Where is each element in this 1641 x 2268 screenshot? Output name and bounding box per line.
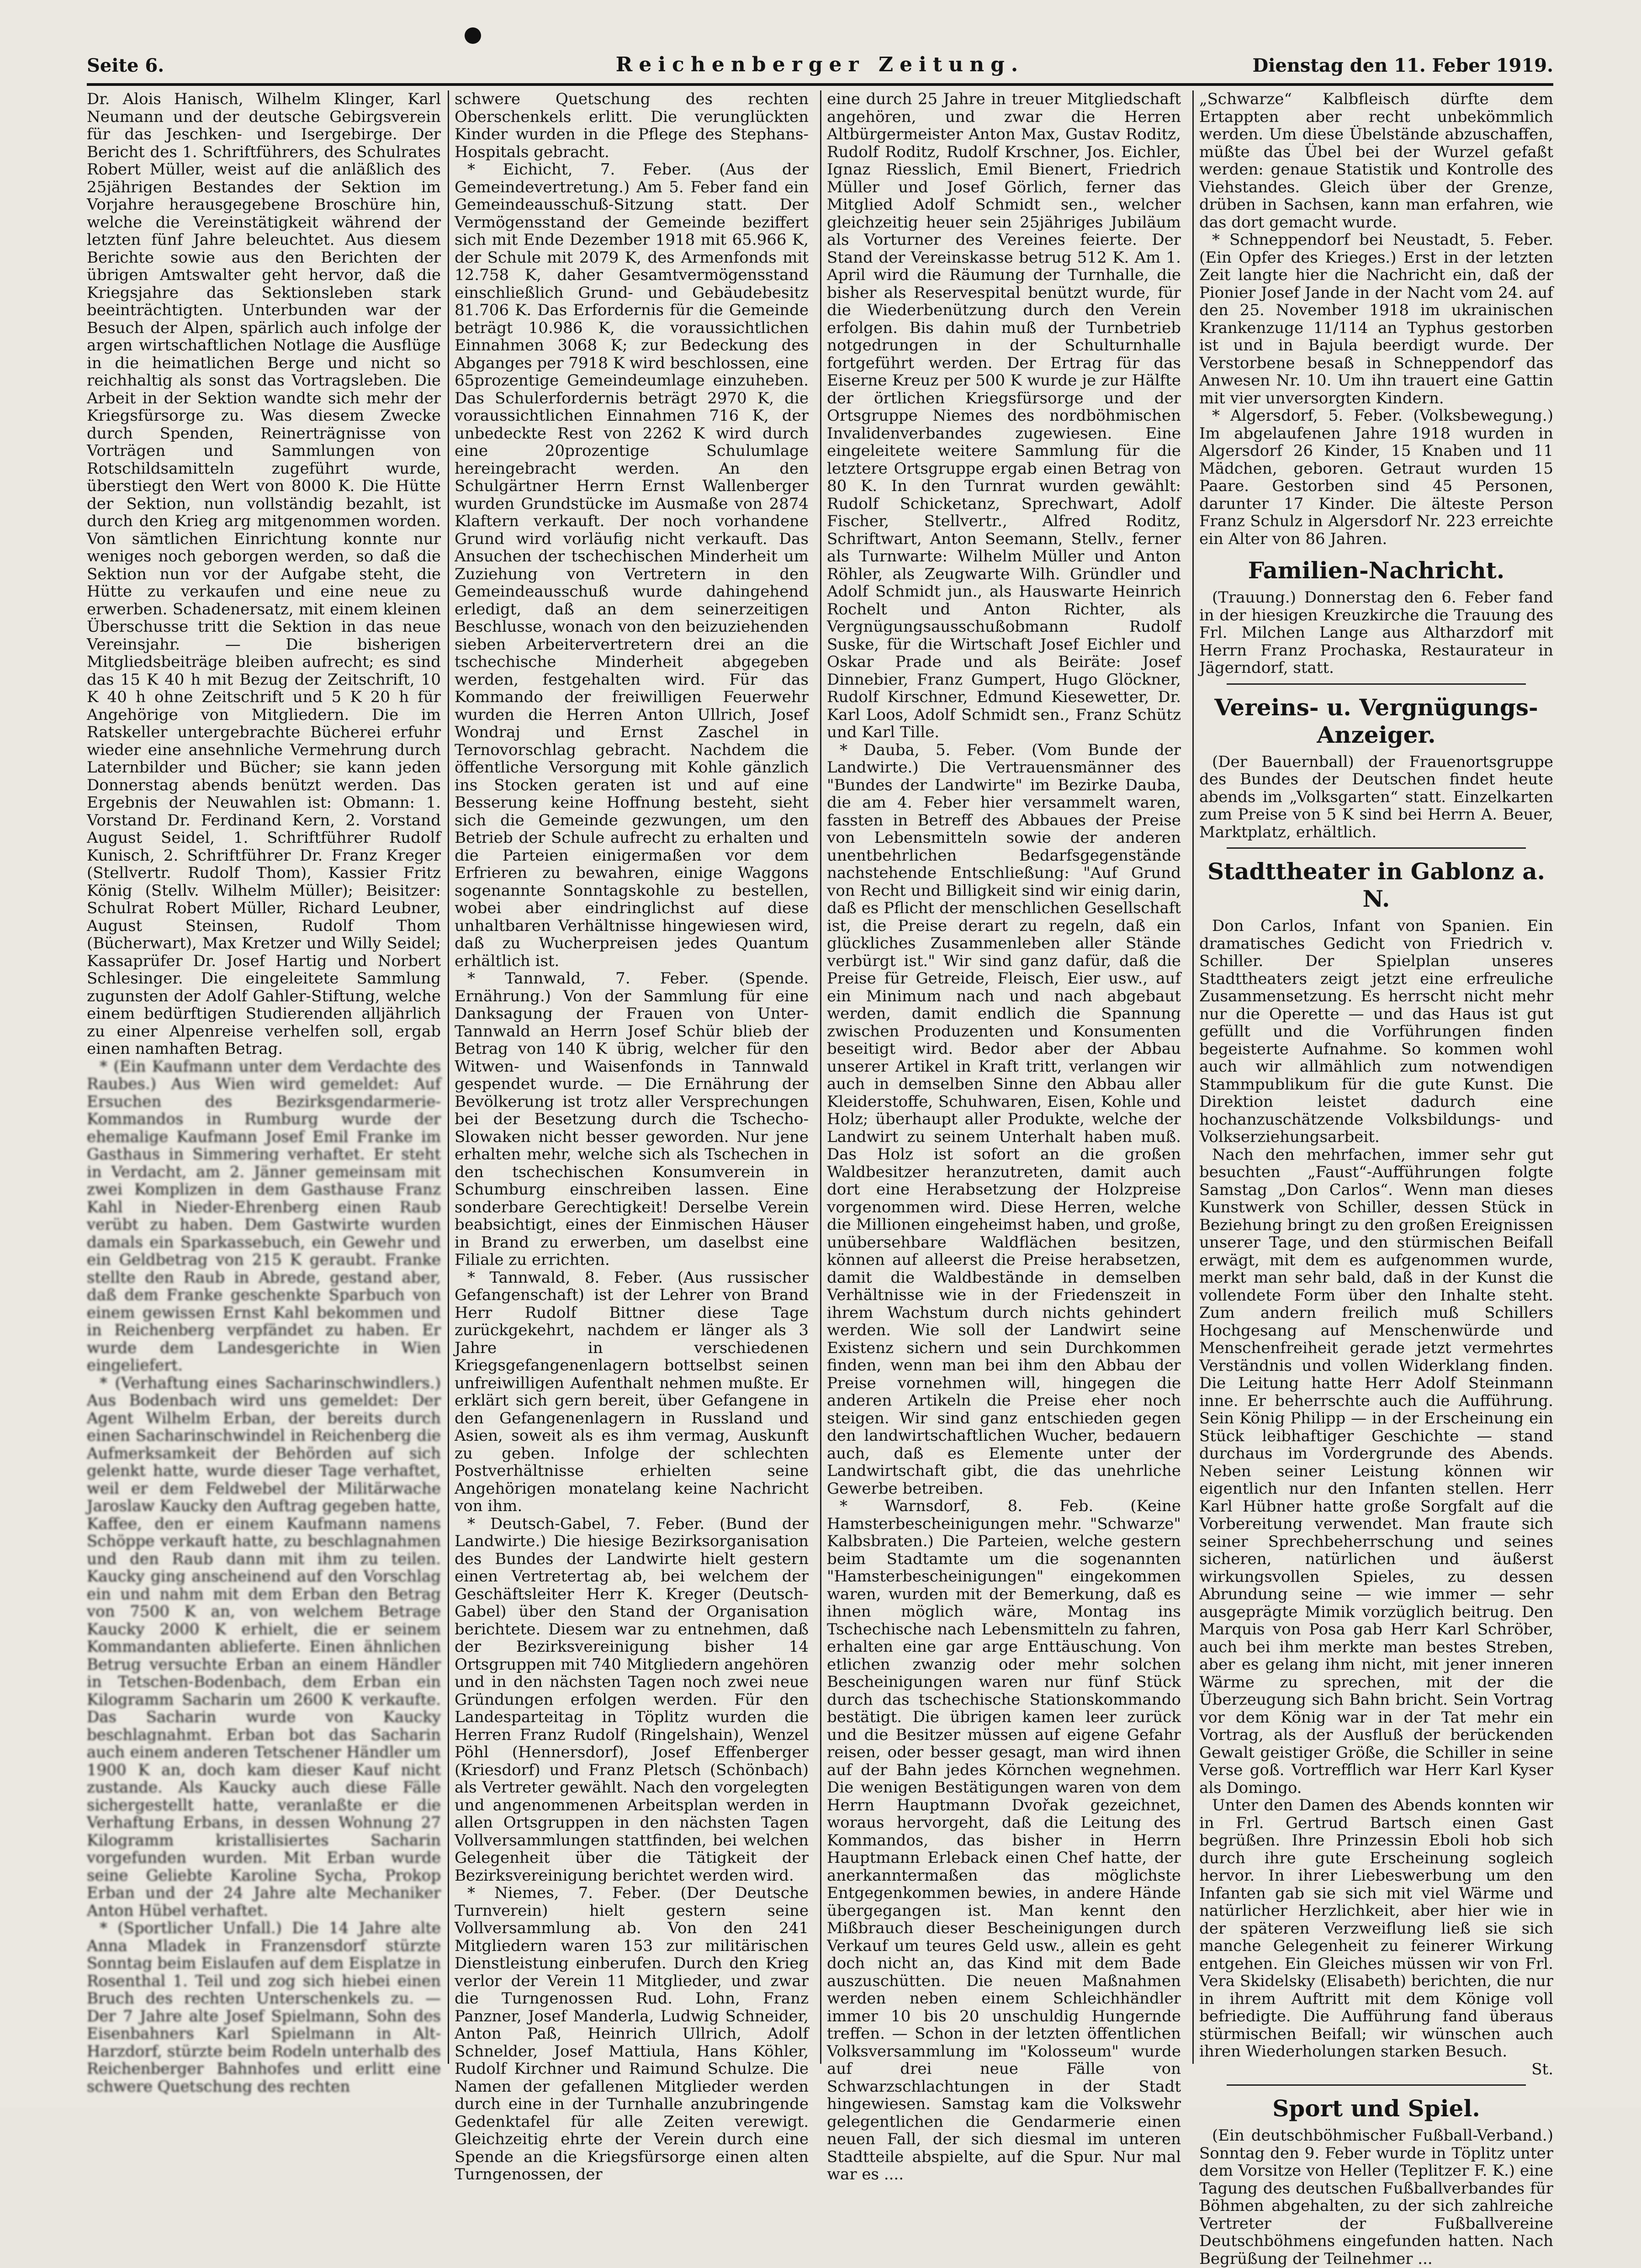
article-paragraph: (Ein deutschböhmischer Fußball-Verband.) Sonntag den 9. Feber wurde in Töplitz unter dem Vorsitze von Heller (Teplitzer F. K.) eine Tagung des deutschen Fußballverbandes für Böhmen abgehalten, zu der sich zahlreiche Vertreter der Fußballvereine Deutschböhmens eingefunden hatten. Nach Begrüßung der Teilnehmer ... — [1199, 2126, 1553, 2268]
page-header — [87, 51, 1553, 80]
section-rule — [1227, 683, 1526, 685]
column-divider — [820, 90, 821, 2064]
column-divider — [448, 90, 449, 2064]
newspaper-title: Reichenberger Zeitung. — [615, 53, 1025, 76]
article-paragraph: Unter den Damen des Abends konnten wir in Frl. Gertrud Bartsch einen Gast begrüßen. Ihre Prinzessin Eboli hob sich durch ihre gute Erscheinung sogleich hervor. In ihrer Liebeswerbung um den Infanten gab sie sich mit viel Wärme und natürlicher Herzlichkeit, aber hier wie in der späteren Verzweiflung ließ sie sich manche Gelegenheit zu feinerer Wirkung entgehen. Ein Gleiches müssen wir von Frl. Vera Skidelsky (Elisabeth) berichten, die nur in ihrem Auftritt mit dem Könige voll befriedigte. Die Aufführung fand überaus stürmischen Beifall; wir wünschen auch ihren Wiederholungen starken Besuch. — [1199, 1796, 1553, 2061]
section-heading: Stadttheater in Gablonz a. N. — [1207, 858, 1546, 912]
article-paragraph: (Trauung.) Donnerstag den 6. Feber fand in der hiesigen Kreuzkirche die Trauung des Frl. Milchen Lange aus Altharzdorf mit Herrn Franz Prochaska, Restaurateur in Jägerndorf, statt. — [1199, 588, 1553, 677]
article-paragraph: Dr. Alois Hanisch, Wilhelm Klinger, Karl Neumann und der deutsche Gebirgsverein für das Jeschken- und Isergebirge. Der Bericht des 1. Schriftführers, des Schulrates Robert Müller, weist auf die anläßlich des 25jährigen Bestandes der Sektion im Vorjahre herausgegebene Broschüre hin, welche die Vereinstätigkeit während der letzten fünf Jahre beleuchtet. Aus diesem Berichte sowie aus den Berichten der übrigen Amtswalter geht hervor, daß die Kriegsjahre das Sektionsleben stark beeinträchtigten. Unterbunden war der Besuch der Alpen, spärlich auch infolge der argen wirtschaftlichen Notlage die Ausflüge in die heimatlichen Berge und nicht so reichhaltig als sonst das Vortragsleben. Die Arbeit in der Sektion wandte sich mehr der Kriegsfürsorge zu. Was diesem Zwecke durch Spenden, Reinerträgnisse von Vorträgen und Sammlungen von Rotschildsamitteln zugeführt wurde, überstiegt den Wert von 8000 K. Die Hütte der Sektion, nun vollständig bezahlt, ist durch den Krieg arg mitgenommen worden. Von sämtlichen Einrichtung konnte nur weniges noch geborgen werden, so daß die Sektion nun vor der Aufgabe steht, die Hütte zu verkaufen und eine neue zu erwerben. Schadenersatz, mit einem kleinen Überschusse tritt die Sektion in das neue Vereinsjahr. — Die bisherigen Mitgliedsbeiträge bleiben aufrecht; es sind das 15 K 40 h mit Bezug der Zeitschrift, 10 K 40 h ohne Zeitschrift und 5 K 20 h für Angehörige von Mitgliedern. Die im Ratskeller untergebrachte Bücherei erfuhr wieder eine ansehnliche Vermehrung durch Laternbilder und Bücher; sie kann jeden Donnerstag abends benützt werden. Das Ergebnis der Neuwahlen ist: Obmann: 1. Vorstand Dr. Ferdinand Kern, 2. Vorstand August Seidel, 1. Schriftführer Rudolf Kunisch, 2. Schriftführer Dr. Franz Kreger (Stellvertr. Rudolf Thom), Kassier Fritz König (Stellv. Wilhelm Müller); Beisitzer: Schulrat Robert Müller, Richard Leubner, August Steinsen, Rudolf Thom (Bücherwart), Max Kretzer und Willy Seidel; Kassaprüfer Dr. Josef Hartig und Norbert Schlesinger. Die eingeleitete Sammlung zugunsten der Adolf Gahler-Stiftung, welche einem bedürftigen Studierenden alljährlich zu einer Alpenreise verhelfen soll, ergab einen namhaften Betrag. — [87, 90, 441, 1058]
article-paragraph: * Niemes, 7. Feber. (Der Deutsche Turnverein) hielt gestern seine Vollversammlung ab. Von den 241 Mitgliedern waren 153 zur militärischen Dienstleistung einberufen. Durch den Krieg verlor der Verein 11 Mitglieder, und zwar die Turngenossen Rud. Lohn, Franz Panzner, Josef Manderla, Ludwig Schneider, Anton Paß, Heinrich Ullrich, Adolf Schnelder, Josef Mattiula, Hans Köhler, Rudolf Kirchner und Raimund Schulze. Die Namen der gefallenen Mitglieder werden durch eine in der Turnhalle anzubringende Gedenktafel für alle Zeiten verewigt. Gleichzeitig ehrte der Verein durch eine Spende an die Kriegsfürsorge einen alten Turngenossen, der — [455, 1884, 809, 2183]
ink-speck — [465, 27, 481, 44]
article-paragraph: * Warnsdorf, 8. Feb. (Keine Hamsterbescheinigungen mehr. "Schwarze" Kalbsbraten.) Die Parteien, welche gestern beim Stadtamte um die sogenannten "Hamsterbescheinigungen" eingekommen waren, wurden mit der Bemerkung, daß es ihnen möglich wäre, Montag ins Tschechische nach Lebensmitteln zu fahren, erhalten eine gar arge Enttäuschung. Von etlichen zwanzig oder mehr solchen Bescheinigungen waren nur fünf Stück durch das tschechische Stationskommando bestätigt. Die übrigen kamen leer zurück und die Besitzer müssen auf eigene Gefahr reisen, oder besser gesagt, man wird ihnen auf der Bahn jedes Körnchen wegnehmen. Die wenigen Bestätigungen waren von dem Herrn Hauptmann Dvořak gezeichnet, woraus hervorgeht, daß die Leitung des Kommandos, das bisher in Herrn Hauptmann Erleback einen Chef hatte, der anerkanntermaßen das möglichste Entgegenkommen bewies, in andere Hände übergegangen ist. Man kennt den Mißbrauch dieser Bescheinigungen durch Verkauf um teures Geld usw., allein es geht doch nicht an, das Kind mit dem Bade auszuschütten. Die neuen Maßnahmen werden neben einem Schleichhändler immer 10 bis 20 unschuldig Hungernde treffen. — Schon in der letzten öffentlichen Volksversammlung im "Kolosseum" wurde auf drei neue Fälle von Schwarzschlachtungen in der Stadt hingewiesen. Samstag kam die Volkswehr gelegentlichen die Gendarmerie einen neuen Fall, der sich diesmal im unteren Stadtteile abspielte, auf die Spur. Nur mal war es .... — [827, 1497, 1181, 2183]
column-1 — [87, 90, 441, 2096]
article-paragraph: * (Sportlicher Unfall.) Die 14 Jahre alte Anna Mladek in Franzensdorf stürzte Sonntag beim Eislaufen auf dem Eisplatze in Rosenthal 1. Teil und zog sich hiebei einen Bruch des rechten Unterschenkels zu. — Der 7 Jahre alte Josef Spielmann, Sohn des Eisenbahners Karl Spielmann in Alt-Harzdorf, stürzte beim Rodeln unterhalb des Reichenberger Bahnhofes und erlitt eine schwere Quetschung des rechten — [87, 1919, 441, 2096]
section-heading: Sport und Spiel. — [1272, 2095, 1480, 2122]
header-rule — [87, 83, 1553, 86]
section-heading: Vereins- u. Vergnügungs-Anzeiger. — [1214, 693, 1538, 748]
article-paragraph: „Schwarze“ Kalbfleisch dürfte dem Ertappten aber recht unbekömmlich werden. Um diese Übelstände abzuschaffen, müßte das Übel bei der Wurzel gefaßt werden: genaue Statistik und Kontrolle des Viehstandes. Gleich über der Grenze, drüben in Sachsen, kann man erfahren, wie das dort gemacht wurde. — [1199, 90, 1553, 232]
column-2 — [455, 90, 809, 2183]
article-paragraph: * Schneppendorf bei Neustadt, 5. Feber. (Ein Opfer des Krieges.) Erst in der letzten Zeit langte hier die Nachricht ein, daß der Pionier Josef Jande in der Nacht vom 24. auf den 25. November 1918 im ukrainischen Krankenzuge 11/114 an Typhus gestorben ist und in Bajula beerdigt wurde. Der Verstorbene besaß in Schneppendorf das Anwesen Nr. 10. Um ihn trauert eine Gattin mit vier unversorgten Kindern. — [1199, 231, 1553, 407]
section-heading: Familien-Nachricht. — [1248, 557, 1505, 584]
author-signature: St. — [1531, 2060, 1553, 2078]
article-paragraph: * Dauba, 5. Feber. (Vom Bunde der Landwirte.) Die Vertrauensmänner des "Bundes der Landwirte" im Bezirke Dauba, die am 4. Feber hier versammelt waren, fassten in Betreff des Abbaues der Preise von Lebensmitteln sowie der anderen unentbehrlichen Bedarfsgegenstände nachstehende Entschließung: "Auf Grund von Recht und Billigkeit sind wir einig darin, daß es Pflicht der menschlichen Gesellschaft ist, die Preise derart zu regeln, daß ein glückliches Zusammenleben aller Stände verbürgt ist." Wir sind ganz dafür, daß die Preise für Getreide, Fleisch, Eier usw., auf ein Minimum nach und nach abgebaut werden, damit endlich die Spannung zwischen Produzenten und Konsumenten beseitigt wird. Bedor aber der Abbau unserer Artikel in Kraft tritt, verlangen wir auch in demselben Sinne den Abbau aller Kleiderstoffe, Schuhwaren, Eisen, Kohle und Holz; überhaupt aller Produkte, welche der Landwirt zu seinem Unterhalt haben muß. Das Holz ist sofort an die großen Waldbesitzer heranzutreten, damit auch dort eine Herabsetzung der Holzpreise vorgenommen wird. Diese Herren, welche die Millionen eingeheimst haben, und große, unübersehbare Waldflächen besitzen, können auf alleerst die Preise herabsetzen, damit die Waldbestände in demselben Verhältnisse wie in der Friedenszeit in ihrem Wachstum durch nichts gehindert werden. Wie soll der Landwirt seine Existenz sichern und sein Durchkommen finden, wenn man bei ihm den Abbau der Preise vornehmen will, hingegen die anderen Artikeln die Preise eher noch steigen. Wir sind ganz entschieden gegen den landwirtschaftlichen Wucher, bedauern auch, daß es Elemente unter der Landwirtschaft gibt, die das unehrliche Gewerbe betreiben. — [827, 740, 1181, 1498]
page-number: Seite 6. — [87, 55, 164, 76]
column-4 — [1199, 90, 1553, 2268]
article-paragraph: * (Verhaftung eines Sacharinschwindlers.) Aus Bodenbach wird uns gemeldet: Der Agent Wilhelm Erban, der bereits durch einen Sacharinschwindel in Reichenberg die Aufmerksamkeit der Behörden auf sich gelenkt hatte, wurde dieser Tage verhaftet, weil er dem Feldwebel der Militärwache Jaroslaw Kaucky den Auftrag gegeben hatte, Kaffee, den er einem Kaufmann namens Schöppe verkauft hatte, zu beschlagnahmen und den Raub dann mit ihm zu teilen. Kaucky ging anscheinend auf den Vorschlag ein und nahm mit dem Erban den Betrag von 7500 K an, von welchem Betrage Kaucky 2000 K erhielt, die er seinem Kommandanten ablieferte. Einen ähnlichen Betrug versuchte Erban an einem Händler in Tetschen-Bodenbach, dem Erban ein Kilogramm Sacharin um 2600 K verkaufte. Das Sacharin wurde von Kaucky beschlagnahmt. Erban bot das Sacharin auch einem anderen Tetschener Händler um 1900 K an, doch kam dieser Kauf nicht zustande. Als Kaucky auch diese Fälle sichergestellt hatte, veranlaßte er die Verhaftung Erbans, in dessen Wohnung 27 Kilogramm kristallisiertes Sacharin vorgefunden wurden. Mit Erban wurde seine Geliebte Karoline Sycha, Prokop Erban und der 24 Jahre alte Mechaniker Anton Hübel verhaftet. — [87, 1374, 441, 1920]
article-paragraph: * (Ein Kaufmann unter dem Verdachte des Raubes.) Aus Wien wird gemeldet: Auf Ersuchen des Bezirksgendarmerie-Kommandos in Rumburg wurde der ehemalige Kaufmann Josef Emil Franke im Gasthaus in Simmering verhaftet. Er steht in Verdacht, am 2. Jänner gemeinsam mit zwei Komplizen in dem Gasthause Franz Kahl in Nieder-Ehrenberg einen Raub verübt zu haben. Dem Gastwirte wurden damals ein Sparkassebuch, ein Gewehr und ein Geldbetrag von 215 K geraubt. Franke stellte den Raub in Abrede, gestand aber, daß dem Franke geschenkte Sparbuch von einem gewissen Ernst Kahl bekommen und in Reichenberg verpfändet zu haben. Er wurde dem Landesgerichte in Wien eingeliefert. — [87, 1057, 441, 1375]
article-paragraph: Nach den mehrfachen, immer sehr gut besuchten „Faust“-Aufführungen folgte Samstag „Don Carlos“. Wenn man dieses Kunstwerk von Schiller, dessen Stück in Beziehung bringt zu den großen Ereignissen unserer Tage, und den stürmischen Beifall erwägt, mit dem es aufgenommen wurde, merkt man sehr bald, daß in der Kunst die vollendete Form über den Inhalte steht. Zum andern freilich muß Schillers Hochgesang auf Menschenwürde und Menschenfreiheit gerade jetzt vermehrtes Verständnis und vollen Widerklang finden. Die Leitung hatte Herr Adolf Steinmann inne. Er beherrschte auch die Aufführung. Sein König Philipp — in der Erscheinung ein Stück leibhaftiger Geschichte — stand durchaus im Vordergrunde des Abends. Neben seiner Leistung können wir eigentlich nur den Infanten stellen. Herr Karl Hübner hatte große Sorgfalt auf die Vorbereitung verwendet. Man fraute sich seiner Sprechbeherrschung und seines sicheren, natürlichen und äußerst wirkungsvollen Spieles, zu dessen Abrundung seine — wie immer — sehr ausgeprägte Mimik vorzüglich beitrug. Den Marquis von Posa gab Herr Karl Schröber, auch bei ihm merkte man bestes Streben, aber es gelang ihm nicht, mit jener inneren Wärme zu sprechen, mit der die Überzeugung sich Bahn bricht. Sein Vortrag vor dem König war in der Tat mehr ein Vortrag, als der Ausfluß der berückenden Gewalt geistiger Größe, die Schiller in seine Verse goß. Vortrefflich war Herr Karl Kyser als Domingo. — [1199, 1145, 1553, 1797]
column-3 — [827, 90, 1181, 2183]
article-paragraph: * Algersdorf, 5. Feber. (Volksbewegung.) Im abgelaufenen Jahre 1918 wurden in Algersdorf 26 Kinder, 15 Knaben und 11 Mädchen, geboren. Getraut wurden 15 Paare. Gestorben sind 45 Personen, darunter 17 Kinder. Die älteste Person Franz Schulz in Algersdorf Nr. 223 erreichte ein Alter von 86 Jahren. — [1199, 407, 1553, 548]
column-divider — [1192, 90, 1194, 2064]
article-paragraph: * Deutsch-Gabel, 7. Feber. (Bund der Landwirte.) Die hiesige Bezirksorganisation des Bundes der Landwirte hielt gestern einen Vertretertag ab, bei welchem der Geschäftsleiter Herr K. Kreger (Deutsch-Gabel) über den Stand der Organisation berichtete. Diesem war zu entnehmen, daß der Bezirksvereinigung bisher 14 Ortsgruppen mit 740 Mitgliedern angehören und in den nächsten Tagen noch zwei neue Gründungen erfolgen werden. Für den Landesparteitag in Töplitz wurden die Herren Franz Rudolf (Ringelshain), Wenzel Pöhl (Hennersdorf), Josef Effenberger (Kriesdorf) und Franz Pletsch (Schönbach) als Vertreter gewählt. Nach den vorgelegten und angenommenen Arbeitsplan werden in allen Ortsgruppen in den nächsten Tagen Vollversammlungen stattfinden, bei welchen Gelegenheit über die Tätigkeit der Bezirksvereinigung berichtet werden wird. — [455, 1514, 809, 1885]
article-paragraph: Don Carlos, Infant von Spanien. Ein dramatisches Gedicht von Friedrich v. Schiller. Der Spielplan unseres Stadttheaters zeigt jetzt eine erfreuliche Zusammensetzung. Es herrscht nicht mehr nur die Operette — und das Haus ist gut gefüllt und die Vorführungen finden begeisterte Aufnahme. So kommen wohl auch wir allmählich zum notwendigen Stammpublikum für die gute Kunst. Die Direktion leistet dadurch eine hochanzuschätzende Volksbildungs- und Volkserziehungsarbeit. — [1199, 917, 1553, 1146]
article-paragraph: * Tannwald, 7. Feber. (Spende. Ernährung.) Von der Sammlung für eine Danksagung der Frauen von Unter-Tannwald an Herrn Josef Schür blieb der Betrag von 140 K übrig, welcher für den Witwen- und Waisenfonds in Tannwald gespendet wurde. — Die Ernährung der Bevölkerung ist trotz aller Versprechungen bei der Besetzung durch die Tschecho-Slowaken nicht besser geworden. Nur jene erhalten mehr, welche sich als Tschechen in den tschechischen Konsumverein in Schumburg einschreiben lassen. Eine sonderbare Gerechtigkeit! Derselbe Verein beabsichtigt, eines der Einmischen Häuser in Brand zu erwerben, um daselbst eine Filiale zu errichten. — [455, 969, 809, 1269]
section-rule — [1227, 2084, 1526, 2086]
article-paragraph: schwere Quetschung des rechten Oberschenkels erlitt. Die verunglückten Kinder wurden in die Pflege des Stephans-Hospitals gebracht. — [455, 90, 809, 161]
article-paragraph: (Der Bauernball) der Frauenortsgruppe des Bundes der Deutschen findet heute abends im „Volksgarten“ statt. Einzelkarten zum Preise von 5 K sind bei Herrn A. Beuer, Marktplatz, erhältlich. — [1199, 752, 1553, 841]
issue-date: Dienstag den 11. Feber 1919. — [1252, 55, 1553, 76]
article-paragraph: * Eichicht, 7. Feber. (Aus der Gemeindevertretung.) Am 5. Feber fand ein Gemeindeausschuß-Sitzung statt. Der Vermögensstand der Gemeinde beziffert sich mit Ende Dezember 1918 mit 65.966 K, der Schule mit 2079 K, des Armenfonds mit 12.758 K, daher Gesamtvermögensstand einschließlich Grund- und Gebäudebesitz 81.706 K. Das Erfordernis für die Gemeinde beträgt 10.986 K, die voraussichtlichen Einnahmen 3068 K; zur Bedeckung des Abganges per 7918 K wird beschlossen, eine 65prozentige Gemeindeumlage einzuheben. Das Schulerfordernis beträgt 2970 K, die voraussichtlichen Einnahmen 716 K, der unbedeckte Rest von 2262 K wird durch eine 20prozentige Schulumlage hereingebracht werden. An den Schulgärtner Herrn Ernst Wallenberger wurden Grundstücke im Ausmaße von 2874 Klaftern verkauft. Der noch vorhandene Grund wird vorläufig nicht verkauft. Das Ansuchen der tschechischen Minderheit um Zuziehung von Vertretern in den Gemeindeausschuß wurde dahingehend erledigt, daß an dem seinerzeitigen Beschlusse, wonach von den beizuziehenden sieben Arbeitervertretern drei an die tschechische Minderheit abgegeben werden, festgehalten wird. Für das Kommando der freiwilligen Feuerwehr wurden die Herren Anton Ullrich, Josef Wondraj und Ernst Zaschel in Ternovorschlag gebracht. Nachdem die öffentliche Versorgung mit Kohle gänzlich ins Stocken geraten ist und auf eine Besserung keine Hoffnung besteht, sieht sich die Gemeinde gezwungen, um den Betrieb der Schule aufrecht zu erhalten und die Parteien einigermaßen vor dem Erfrieren zu bewahren, einige Waggons sogenannte Sonntagskohle zu bestellen, wobei aber eindringlichst auf diese unhaltbaren Verhältnisse hingewiesen wird, daß zu Wucherpreisen jedes Quantum erhältlich ist. — [455, 160, 809, 970]
section-rule — [1227, 847, 1526, 849]
article-paragraph: * Tannwald, 8. Feber. (Aus russischer Gefangenschaft) ist der Lehrer von Brand Herr Rudolf Bittner diese Tage zurückgekehrt, nachdem er länger als 3 Jahre in verschiedenen Kriegsgefangenenlagern bottselbst seinen unfreiwilligen Aufenthalt nehmen mußte. Er erklärt sich gern bereit, über Gefangene in den Gefangenenlagern in Russland und Asien, soweit als es ihm vermag, Auskunft zu geben. Infolge der schlechten Postverhältnisse erhielten seine Angehörigen monatelang keine Nachricht von ihm. — [455, 1268, 809, 1515]
article-paragraph: eine durch 25 Jahre in treuer Mitgliedschaft angehören, und zwar die Herren Altbürgermeister Anton Max, Gustav Roditz, Rudolf Roditz, Rudolf Krschner, Jos. Eichler, Ignaz Riesslich, Emil Bienert, Friedrich Müller und Josef Görlich, ferner das Mitglied Adolf Schmidt sen., welcher gleichzeitig heuer sein 25jähriges Jubiläum als Vorturner des Vereines feierte. Der Stand der Vereinskasse betrug 512 K. Am 1. April wird die Räumung der Turnhalle, die bisher als Reservespital benützt wurde, für die Wiederbenützung durch den Verein erfolgen. Bis dahin muß der Turnbetrieb notgedrungen in der Schulturnhalle fortgeführt werden. Der Ertrag für das Eiserne Kreuz per 500 K wurde je zur Hälfte der örtlichen Kriegsfürsorge und der Ortsgruppe Niemes des nordböhmischen Invalidenverbandes zugewiesen. Eine eingeleitete weitere Sammlung für die letztere Ortsgruppe ergab einen Betrag von 80 K. In den Turnrat wurden gewählt: Rudolf Schicketanz, Sprechwart, Adolf Fischer, Stellvertr., Alfred Roditz, Schriftwart, Anton Seemann, Stellv., ferner als Turnwarte: Wilhelm Müller und Anton Röhler, als Zeugwarte Wilh. Gründler und Adolf Schmidt jun., als Hauswarte Heinrich Rochelt und Anton Richter, als Vergnügungsausschußobmann Rudolf Suske, für die Wirtschaft Josef Eichler und Oskar Prade und als Beiräte: Josef Dinnebier, Franz Gumpert, Hugo Glöckner, Rudolf Kirschner, Edmund Kiesewetter, Dr. Karl Loos, Adolf Schmidt sen., Franz Schütz und Karl Tille. — [827, 90, 1181, 741]
